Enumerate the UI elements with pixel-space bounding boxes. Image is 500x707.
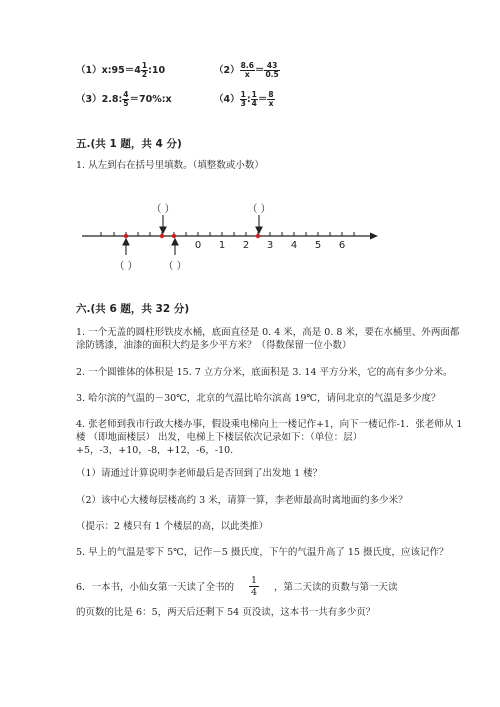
fraction: $\frac{4}{5}$: [123, 90, 129, 108]
point-b: [160, 234, 164, 238]
problem-text: x:95＝4: [101, 65, 141, 76]
question-4-part-2: （2）该中心大楼每层楼高约 3 米，请算一算，李老师最高时离地面约多少米？: [76, 495, 408, 506]
tick-label-4: 4: [290, 240, 298, 251]
fraction: $\frac{1}{2}$: [141, 61, 148, 79]
section-6-question-3: 3. 哈尔滨的气温的－30℃，北京的气温比哈尔滨高 19℃，请问北京的气温是多少度？: [76, 393, 441, 404]
problem-number: （2）: [214, 65, 240, 76]
section-6-question-1: 1. 一个无盖的圆柱形铁皮水桶，底面直径是 0. 4 米，高是 0. 8 米，要在水桶里、外两面都涂防锈漆，油漆的面积大约是多少平方米？（得数保留一位小数）: [76, 327, 460, 351]
fraction: $\frac{8.6}{x}$: [240, 61, 254, 79]
fraction: $\frac{1}{3}$: [240, 90, 246, 108]
problem-1: [76, 62, 165, 79]
answer-paren-top-1: （ ）: [151, 204, 175, 215]
problem-3: [76, 91, 172, 108]
problem-4: [214, 91, 275, 108]
section-6-question-5: 5. 早上的气温是零下 5℃，记作－5 摄氏度，下午的气温升高了 15 摄氏度，应该记作？: [76, 547, 449, 558]
number-line-arrowhead: [370, 233, 378, 240]
fraction: $\frac{8}{x}$: [268, 90, 274, 108]
tick-label-5: 5: [314, 240, 322, 251]
section-6-question-6-part-c: 的页数的比是 6：5，两天后还剩下 54 页没读，这本书一共有多少页？: [76, 607, 376, 618]
problem-number: （4）: [214, 94, 240, 105]
arrow-up-a: [123, 239, 129, 255]
problem-text: :10: [148, 65, 166, 76]
section-5-question-1: 1. 从左到右在括号里填数。（填整数或小数）: [76, 160, 264, 171]
problem-text: ＝70%:x: [129, 94, 172, 105]
arrow-down-d: [256, 215, 262, 233]
section-5-title: 五.(共 1 题，共 4 分): [76, 138, 182, 150]
section-6-question-2: 2. 一个圆锥体的体积是 15. 7 立方分米，底面积是 3. 14 平方分米，它的高有多少分米。: [76, 367, 453, 378]
section-6-title: 六.(共 6 题，共 32 分): [76, 303, 190, 315]
section-6-question-4: 4. 张老师到我市行政大楼办事，假设乘电梯向上一楼记作+1，向下一楼记作-1．张老师从 1 楼 （即地面楼层） 出发，电梯上下楼层依次记录如下：（单位：层）+5，-3，+10，-8，+12，-6，-10.: [76, 419, 463, 456]
tick-label-1: 1: [218, 240, 226, 251]
fraction-numerator: 1: [251, 575, 258, 586]
number-line-diagram: [0, 195, 500, 275]
point-c: [172, 234, 176, 238]
problem-text: 2.8:: [101, 94, 123, 105]
question-6-fraction: [249, 575, 259, 598]
equals-sign: ＝: [254, 65, 265, 76]
answer-paren-bottom-1: （ ）: [114, 261, 138, 272]
fraction: $\frac{43}{0.5}$: [265, 61, 279, 79]
answer-paren-bottom-2: （ ）: [163, 261, 187, 272]
colon: :: [246, 94, 251, 105]
problem-2: [214, 62, 280, 79]
fraction: $\frac{1}{4}$: [251, 90, 257, 108]
section-6-question-6-part-a: 6．一本书，小仙女第一天读了全书的: [76, 582, 235, 593]
tick-label-0: 0: [194, 240, 202, 251]
problem-number: （1）: [76, 65, 102, 76]
point-a: [124, 234, 128, 238]
tick-label-6: 6: [338, 240, 346, 251]
tick-label-3: 3: [266, 240, 274, 251]
question-4-hint: （提示：2 楼只有 1 个楼层的高，以此类推）: [76, 521, 269, 532]
question-4-part-1: （1）请通过计算说明李老师最后是否回到了出发地 1 楼？: [76, 468, 323, 479]
answer-paren-top-2: （ ）: [247, 204, 271, 215]
arrow-down-b: [160, 215, 166, 233]
equals-sign: ＝: [257, 94, 268, 105]
point-d: [256, 234, 260, 238]
section-6-question-6-part-b: ，第二天读的页数与第一天读: [274, 582, 398, 593]
fraction-denominator: 4: [251, 587, 258, 598]
number-line-ticks: [101, 232, 354, 236]
arrow-up-c: [172, 239, 178, 255]
problem-number: （3）: [76, 94, 102, 105]
tick-label-2: 2: [242, 240, 250, 251]
